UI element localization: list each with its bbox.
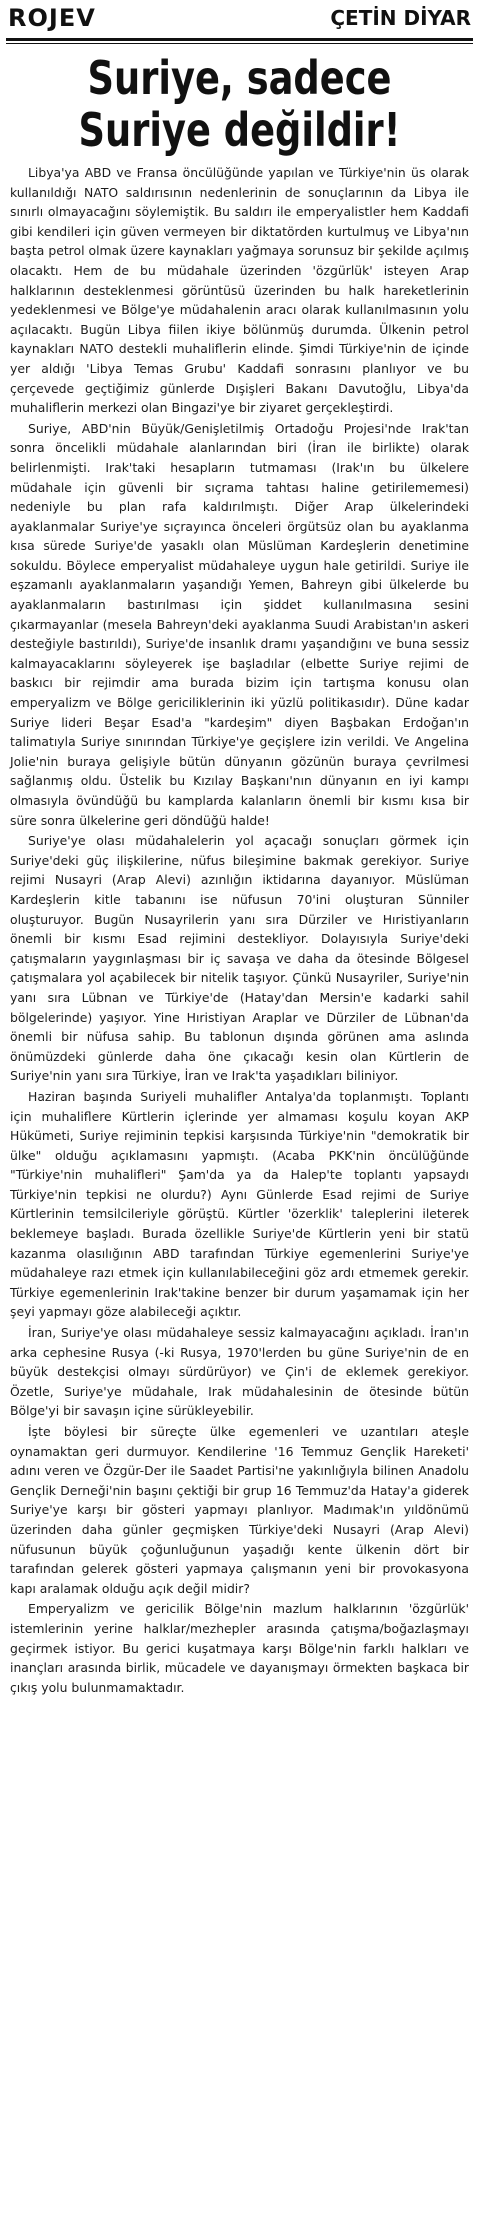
- header-thick-rule: [6, 38, 473, 41]
- article-body: [10, 163, 469, 1698]
- title-line-1: Suriye, sadece: [87, 51, 392, 105]
- paragraph-6: İşte böylesi bir süreçte ülke egemenleri ve uzantıları ateşle oynamaktan geri durmuyor. Kendilerine '16 Temmuz Gençlik Hareketi' adını veren ve Özgür-Der ile Saadet Partisi'ne yakınlığıyla bilinen Anadolu Gençlik Derneği'nin başını çektiği bir grup 16 Temmuz'da Hatay'a giderek Suriye'ye karşı bir gösteri yapmayı planlıyor. Madımak'ın yıldönümü üzerinden daha günler geçmişken Türkiye'deki Nusayri (Arap Alevi) nüfusunun büyük çoğunluğunun yaşadığı kente ülkenin dört bir tarafından gelerek gösteri yapmaya çalışmanın yeni bir provokasyona kapı aralamak olduğu açık değil midir?: [10, 1424, 469, 1596]
- paragraph-1: Libya'ya ABD ve Fransa öncülüğünde yapılan ve Türkiye'nin üs olarak kullanıldığı NATO saldırısının nedenlerinin de sonuçlarının da Libya ile sınırlı olmayacağını söylemiştik. Bu saldırı ile emperyalistler hem Kaddafi gibi kendileri için güven vermeyen bir diktatörden kurtulmuş ve Libya'nın başta petrol olmak üzere kaynakları yağmaya sorunsuz bir şekilde açılmış olacaktı. Hem de bu müdahale üzerinden 'özgürlük' isteyen Arap halklarının desteklenmesi görüntüsü üzerinden bu halk hareketlerinin yedeklenmesi ve Bölge'ye müdahalenin aracı olarak kullanılmasının yolu açılacaktı. Bugün Libya fiilen ikiye bölünmüş durumda. Ülkenin petrol kaynakları NATO destekli muhaliflerin elinde. Şimdi Türkiye'nin de içinde yer aldığı 'Libya Temas Grubu' Kaddafi sonrasını planlıyor ve bu çerçevede geçtiğimiz günlerde Dışişleri Bakanı Davutoğlu, Libya'da muhaliflerin merkezi olan Bingazi'ye bir ziyaret gerçekleştirdi.: [10, 165, 469, 416]
- title-line-2: Suriye değildir!: [78, 103, 401, 157]
- paragraph-7: Emperyalizm ve gericilik Bölge'nin mazlum halklarının 'özgürlük' istemlerinin yerine halklar/mezhepler arasında çatışma/boğazlaşmayı geçirmek istiyor. Bu gerici kuşatmaya karşı Bölge'nin farklı halkları ve inançları arasında birlik, mücadele ve dayanışmayı örmekten başkaca bir çıkış yolu bulunmamaktadır.: [10, 1601, 469, 1695]
- paragraph-2: Suriye, ABD'nin Büyük/Genişletilmiş Ortadoğu Projesi'nde Irak'tan sonra öncelikli müdahale alanlarından biri (İran ile birlikte) olarak belirlenmişti. Irak'taki hesapların tutmaması (Irak'ın bu ülkelere müdahale için güvenli bir sıçrama tahtası haline getirilememesi) nedeniyle bu plan rafa kaldırılmıştı. Diğer Arap ülkelerindeki ayaklanmalar Suriye'ye sıçrayınca önceleri örgütsüz olan bu ayaklanma kısa sürede Suriye'de yasaklı olan Müslüman Kardeşlerin denetimine sokuldu. Böylece emperyalist müdahaleye uygun hale getirildi. Suriye ile eşzamanlı ayaklanmaların yaşandığı Yemen, Bahreyn gibi ülkelerde bu ayaklanmaların bastırılması için şiddet kullanılmasına sesini çıkarmayanlar (mesela Bahreyn'deki ayaklanma Suudi Arabistan'ın askeri desteğiyle bastırıldı), Suriye'de insanlık dramı yaşandığını ve buna sessiz kalmayacaklarını söyleyerek işe başladılar (elbette Suriye rejimi de baskıcı bir rejimdir ama burada bizim için tartışma konusu olan emperyalizm ve Bölge gericiliklerinin iki yüzlü politikasıdır). Düne kadar Suriye lideri Beşar Esad'a "kardeşim" diyen Başbakan Erdoğan'ın talimatıyla Suriye sınırından Türkiye'ye geçişlere izin verildi. Ve Angelina Jolie'nin buraya gelişiyle bütün dünyanın gözünün buraya çevrilmesi sağlanmış oldu. Üstelik bu Kızılay Başkanı'nın dünyanın en iyi kampı olmasıyla övündüğü bu kamplarda kalanların önemli bir kısmı kısa bir süre sonra ülkelerine geri döndüğü halde!: [10, 420, 469, 828]
- section-name: ROJEV: [8, 4, 96, 32]
- article-title: [48, 52, 431, 156]
- header-thin-rule: [6, 43, 473, 44]
- paragraph-4: Haziran başında Suriyeli muhalifler Antalya'da toplanmıştı. Toplantı için muhaliflere Kürtlerin içlerinde yer almaması koşulu koyan AKP Hükümeti, Suriye rejiminin tepkisi karşısında Türkiye'nin "demokratik bir ülke" olduğu açıklamasını yapmıştı. (Acaba PKK'nin öncülüğünde "Türkiye'nin muhalifleri" Şam'da ya da Halep'te toplantı yapsaydı Türkiye'nin tepkisi ne olurdu?) Aynı Günlerde Esad rejimi de Suriye Kürtlerinin temsilcileriyle görüştü. Kürtler 'özerklik' taleplerini ileterek beklemeye başladı. Burada özellikle Suriye'de Kürtlerin yeni bir statü kazanma olasılığının ABD tarafından Türkiye egemenlerini Suriye'ye müdahaleye razı etmek için kullanılabileceğini göz ardı etmemek gerekir. Türkiye egemenlerinin Irak'takine benzer bir durum yaşamamak için her şeyi yapmayı göze alabileceği açıktır.: [10, 1088, 469, 1320]
- paragraph-5: İran, Suriye'ye olası müdahaleye sessiz kalmayacağını açıkladı. İran'ın arka cephesine Rusya (-ki Rusya, 1970'lerden bu güne Suriye'nin de en büyük destekçisi olmayı sürdürüyor) ve Çin'i de eklemek gerekiyor. Özetle, Suriye'ye müdahale, Irak müdahalesinin de ötesinde bütün Bölge'yi bir savaşın içine sürükleyebilir.: [10, 1325, 469, 1419]
- paragraph-3: Suriye'ye olası müdahalelerin yol açacağı sonuçları görmek için Suriye'deki güç ilişkilerine, nüfus bileşimine bakmak gerekiyor. Suriye rejimi Nusayri (Arap Alevi) azınlığın iktidarına dayanıyor. Müslüman Kardeşlerin kitle tabanını ise nüfusun 70'ini oluşturan Sünniler oluşturuyor. Bugün Nusayrilerin yanı sıra Dürziler ve Hıristiyanların önemli bir kısmı Esad rejimini destekliyor. Dolayısıyla Suriye'deki çatışmaların yaygınlaşması bir iç savaşa ve daha da ötesinde Bölgesel çatışmalara yol açabilecek bir nitelik taşıyor. Çünkü Nusayriler, Suriye'nin yanı sıra Lübnan ve Türkiye'de (Hatay'dan Mersin'e kadarki sahil bölgelerinde) yaşıyor. Yine Hıristiyan Araplar ve Dürziler de Lübnan'da önemli bir nüfusa sahip. Bu tablonun dışında görünen ama aslında önümüzdeki günlerde daha öne çıkacağı kesin olan Kürtlerin de Suriye'nin yanı sıra Türkiye, İran ve Irak'ta yaşadıkları biliniyor.: [10, 833, 469, 1084]
- author-name: ÇETİN DİYAR: [330, 6, 471, 30]
